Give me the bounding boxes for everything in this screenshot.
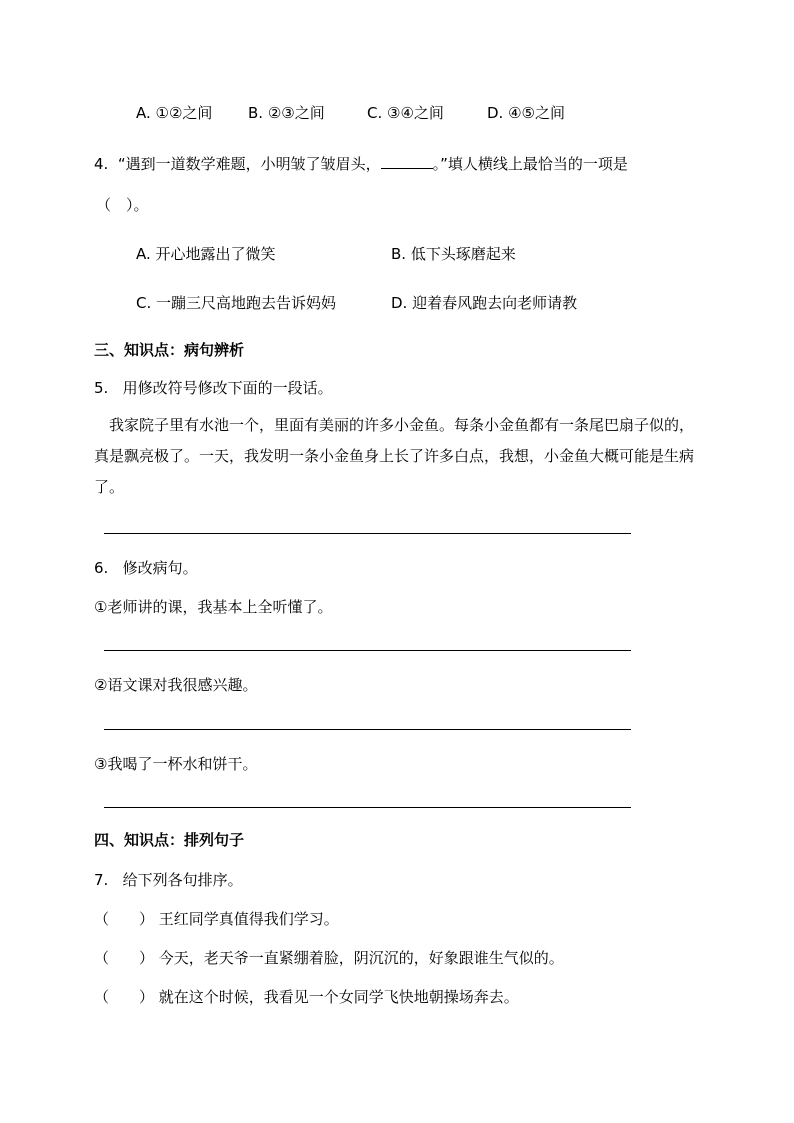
- section-heading-3: 三、知识点：病句辨析: [94, 341, 245, 359]
- q5-prompt-text: 用修改符号修改下面的一段话。: [122, 379, 333, 397]
- q7-item-3: [94, 986, 519, 1007]
- q7-prompt: [94, 869, 243, 890]
- question-number: 6.: [94, 559, 109, 577]
- order-blank[interactable]: （ ）: [94, 988, 155, 1006]
- answer-line[interactable]: [104, 807, 631, 808]
- q7-item-1: [94, 908, 339, 929]
- q7-item-text: 就在这个时候，我看见一个女同学飞快地朝操场奔去。: [158, 988, 519, 1006]
- q4-option-a: A. 开心地露出了微笑: [136, 245, 276, 263]
- q5-passage: 我家院子里有水池一个，里面有美丽的许多小金鱼。每条小金鱼都有一条尾巴扇子似的，真是飘亮极了。一天，我发明一条小金鱼身上长了许多白点，我想，小金鱼大概可能是生病了。: [94, 416, 695, 496]
- q6-prompt: [94, 557, 198, 578]
- question-number: 7.: [94, 871, 109, 889]
- q4-paren: （ ）。: [96, 196, 149, 214]
- q4-option-c: C. 一蹦三尺高地跑去告诉妈妈: [136, 294, 337, 312]
- q5-prompt: [94, 377, 333, 398]
- q4-stem: [94, 153, 628, 174]
- q4-stem-before: “遇到一道数学难题，小明皱了皱眉头，: [117, 155, 381, 173]
- answer-line[interactable]: [104, 729, 631, 730]
- q3-option-b: B. ②③之间: [248, 104, 325, 122]
- q3-option-d: D. ④⑤之间: [487, 104, 565, 122]
- q6-item-2: ②语文课对我很感兴趣。: [94, 676, 258, 694]
- q4-option-d: D. 迎着春风跑去向老师请教: [391, 294, 578, 312]
- answer-line[interactable]: [104, 533, 631, 534]
- q4-stem-after: 。”填人横线上最恰当的一项是: [432, 155, 628, 173]
- q6-item-3: ③我喝了一杯水和饼干。: [94, 755, 258, 773]
- q7-item-2: [94, 947, 564, 968]
- q6-item-1: ①老师讲的课，我基本上全听懂了。: [94, 598, 333, 616]
- order-blank[interactable]: （ ）: [94, 910, 155, 928]
- question-number: 5.: [94, 379, 109, 397]
- q4-option-b: B. 低下头琢磨起来: [391, 245, 516, 263]
- question-number: 4.: [94, 155, 109, 173]
- answer-line[interactable]: [104, 650, 631, 651]
- answer-blank[interactable]: [381, 154, 433, 169]
- q7-item-text: 王红同学真值得我们学习。: [158, 910, 339, 928]
- q6-prompt-text: 修改病句。: [122, 559, 198, 577]
- q7-item-text: 今天，老天爷一直紧绷着脸，阴沉沉的，好象跟谁生气似的。: [158, 949, 564, 967]
- section-heading-4: 四、知识点：排列句子: [94, 831, 245, 849]
- q3-option-c: C. ③④之间: [367, 104, 444, 122]
- order-blank[interactable]: （ ）: [94, 949, 155, 967]
- q7-prompt-text: 给下列各句排序。: [122, 871, 243, 889]
- q3-option-a: A. ①②之间: [136, 104, 213, 122]
